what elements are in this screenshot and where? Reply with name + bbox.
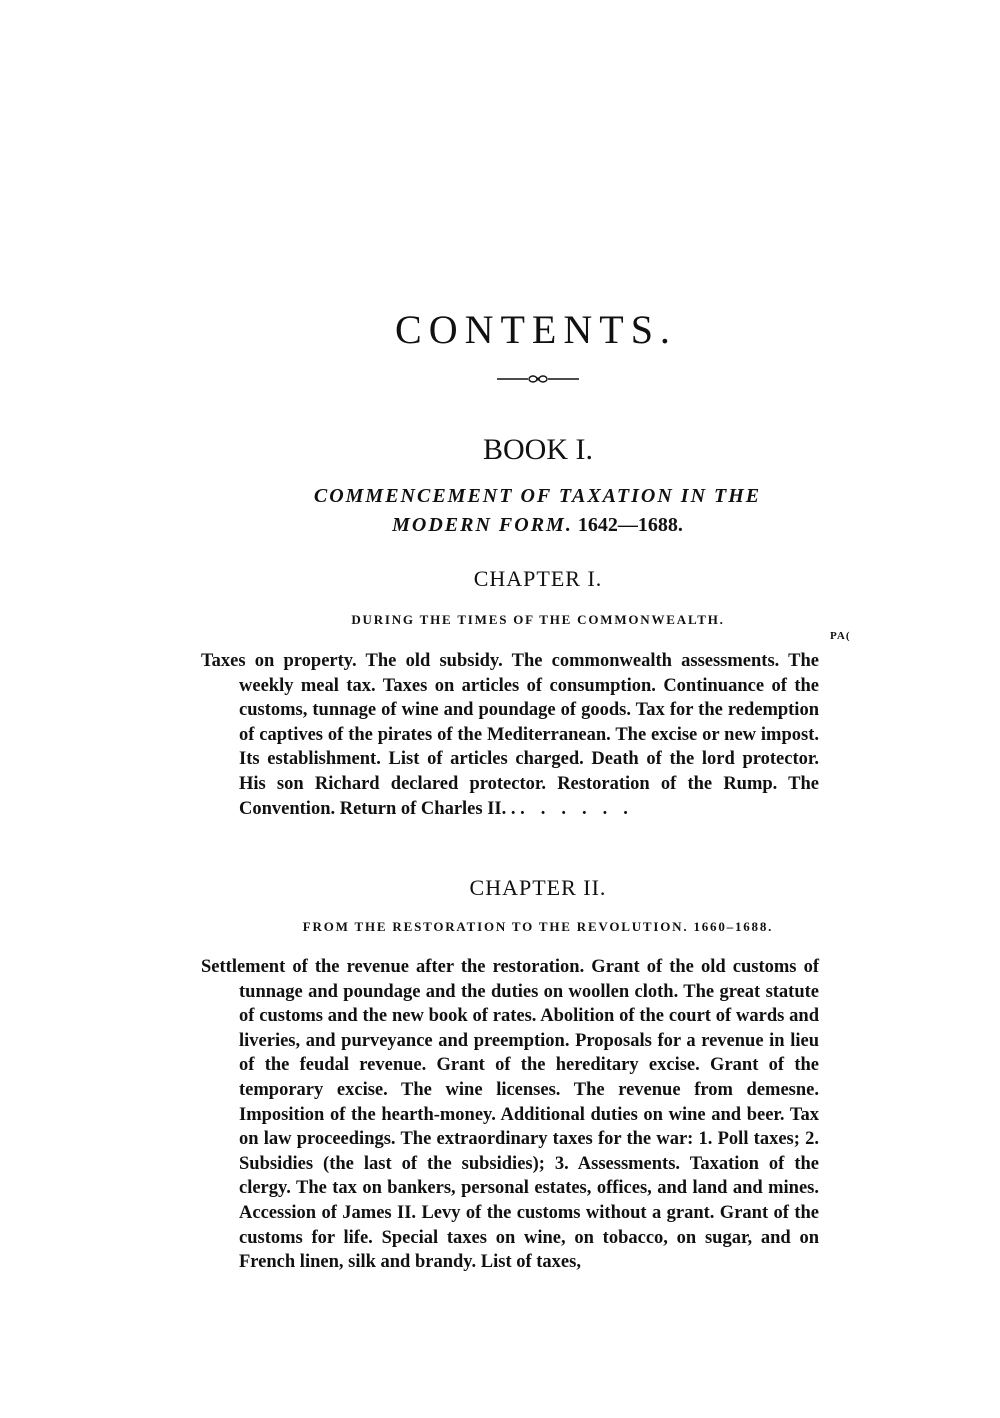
book-years: 1642—1688.: [577, 514, 683, 536]
chapter-1-subtitle: DURING THE TIMES OF THE COMMONWEALTH.: [351, 612, 725, 627]
chapter-2-summary: [201, 955, 819, 1275]
chapter-1-leader-dots: ......: [520, 798, 644, 819]
chapter-2-subtitle: FROM THE RESTORATION TO THE REVOLUTION. 1660–1688.: [302, 919, 774, 934]
chapter-1-summary: [201, 649, 819, 821]
chapter-2-title: CHAPTER II.: [469, 875, 607, 900]
book-subtitle-line2: MODERN FORM.: [392, 514, 573, 536]
book-subtitle-line1: COMMENCEMENT OF TAXATION IN THE: [313, 485, 762, 507]
contents-heading: CONTENTS.: [395, 307, 677, 352]
page-column-label: PA(: [830, 630, 851, 642]
chapter-2-summary-text: Settlement of the revenue after the restoration. Grant of the old customs of tunnage and poundage and the duties on woollen cloth. The great statute of customs and the new book of rates. Abolition of the court of wards and liveries, and purveyance and preemption. Proposals for a revenue in lieu of the feudal revenue. Grant of the hereditary excise. Grant of the temporary excise. The wine licenses. The revenue from demesne. Imposition of the hearth-money. Additional duties on wine and beer. Tax on law proceedings. The extraordinary taxes for the war: 1. Poll taxes; 2. Subsidies (the last of the subsidies); 3. Assessments. Taxation of the clergy. The tax on bankers, personal estates, offices, and land and mines. Accession of James II. Levy of the customs without a grant. Grant of the customs for life. Special taxes on wine, on tobacco, on sugar, and on French linen, silk and brandy. List of taxes,: [201, 957, 819, 1273]
book-title: BOOK I.: [483, 433, 593, 466]
chapter-1-title: CHAPTER I.: [473, 566, 603, 591]
book-subtitle: [250, 482, 825, 540]
ornamental-divider: [497, 372, 579, 386]
chapter-1-summary-text: Taxes on property. The old subsidy. The commonwealth assessments. The weekly meal tax. Taxes on articles of consumption. Continuance of the customs, tunnage of wine and poundage of goods. Tax for the redemption of captives of the pirates of the Mediterranean. The excise or new impost. Its establishment. List of articles charged. Death of the lord protector. His son Richard declared protector. Restoration of the Rump. The Convention. Return of Charles II. .: [201, 651, 819, 819]
